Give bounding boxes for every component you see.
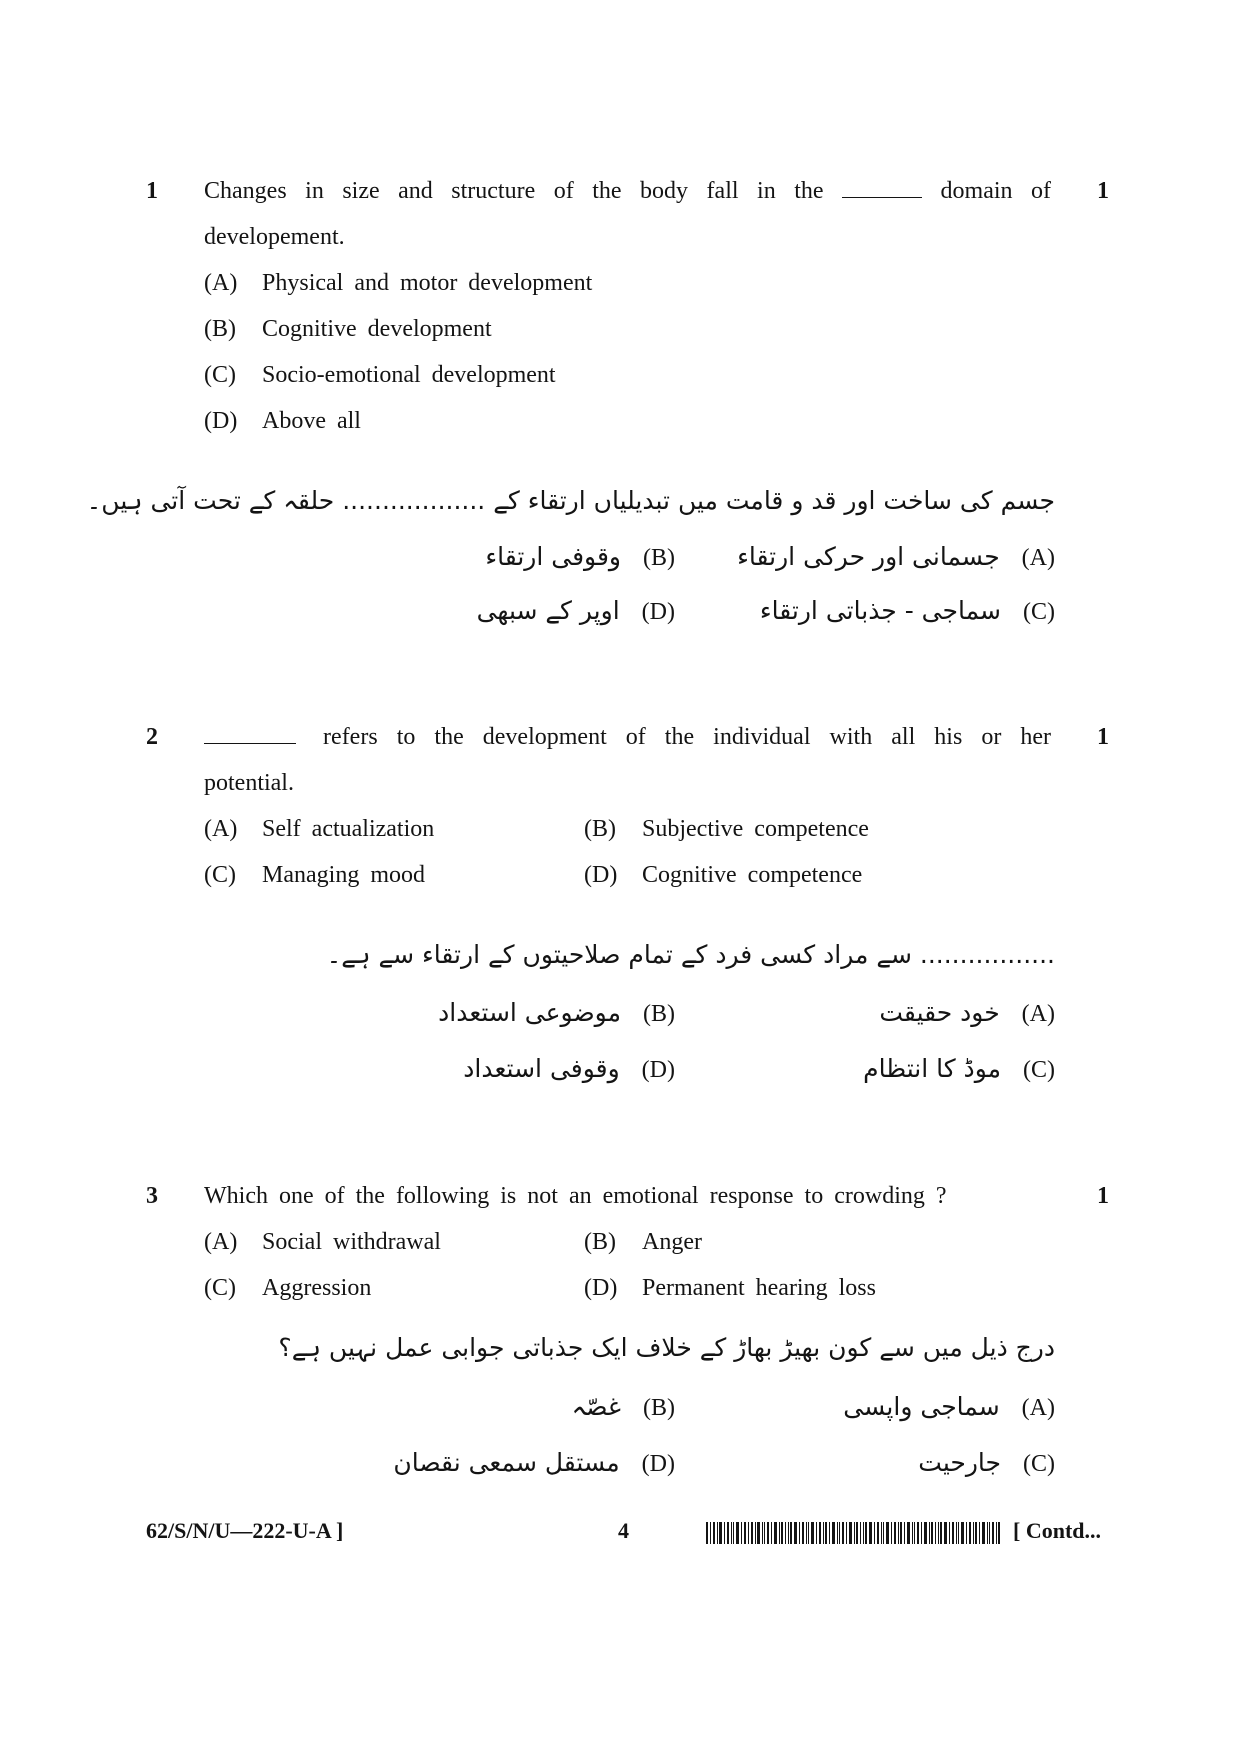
urdu-option-text: مستقل سمعی نقصان — [393, 1448, 620, 1477]
option-label: (B) — [584, 1229, 616, 1255]
question-stem — [204, 714, 1051, 806]
option-c — [204, 1265, 371, 1311]
question-number: 1 — [146, 178, 158, 204]
option-label: (C) — [204, 362, 236, 388]
option-label: (D) — [204, 408, 238, 434]
urdu-option-label: (A) — [1021, 1395, 1055, 1421]
option-text: Socio-emotional development — [262, 362, 556, 388]
option-a — [204, 806, 434, 852]
stem-after-blank: domain of developement. — [204, 178, 1052, 250]
urdu-option-text: غصّہ — [571, 1392, 621, 1421]
urdu-option-a — [843, 1382, 1055, 1433]
answer-blank — [204, 715, 296, 744]
question-stem — [204, 168, 1051, 260]
urdu-option-text: جسمانی اور حرکی ارتقاء — [737, 542, 1000, 571]
option-a — [204, 260, 592, 306]
option-a — [204, 1219, 441, 1265]
option-text: Above all — [262, 408, 361, 434]
urdu-option-label: (A) — [1021, 545, 1055, 571]
urdu-option-label: (B) — [643, 545, 675, 571]
option-text: Subjective competence — [642, 816, 869, 842]
option-text: Permanent hearing loss — [642, 1275, 876, 1301]
urdu-option-c — [760, 586, 1055, 637]
urdu-option-text: موضوعی استعداد — [438, 998, 621, 1027]
urdu-option-label: (C) — [1023, 599, 1055, 625]
option-text: Cognitive development — [262, 316, 492, 342]
option-label: (A) — [204, 1229, 238, 1255]
stem-before-blank: Changes in size and structure of the body fall in the — [204, 178, 824, 204]
urdu-option-label: (B) — [643, 1001, 675, 1027]
urdu-option-label: (C) — [1023, 1451, 1055, 1477]
urdu-option-c — [863, 1044, 1055, 1095]
urdu-option-b — [485, 532, 675, 583]
option-text: Cognitive competence — [642, 862, 863, 888]
urdu-option-label: (C) — [1023, 1057, 1055, 1083]
option-label: (B) — [584, 816, 616, 842]
urdu-option-text: اوپر کے سبھی — [476, 596, 620, 625]
urdu-option-label: (B) — [643, 1395, 675, 1421]
option-d — [584, 1265, 876, 1311]
urdu-option-a — [879, 988, 1055, 1039]
urdu-option-text: موڈ کا انتظام — [863, 1054, 1001, 1083]
urdu-option-d — [463, 1044, 675, 1095]
question-number: 2 — [146, 724, 158, 750]
question-stem — [204, 1173, 1051, 1219]
urdu-option-text: خود حقیقت — [879, 998, 1000, 1027]
option-text: Self actualization — [262, 816, 435, 842]
urdu-option-label: (D) — [641, 599, 675, 625]
urdu-question-stem: درج ذیل میں سے کون بھیڑ بھاڑ کے خلاف ایک جذباتی جوابی عمل نہیں ہے؟ — [278, 1333, 1055, 1362]
option-label: (B) — [204, 316, 236, 342]
stem-text: Which one of the following is not an emotional response to crowding ? — [204, 1183, 947, 1209]
continued-marker: [ Contd... — [1013, 1518, 1102, 1543]
urdu-option-label: (D) — [641, 1451, 675, 1477]
option-d — [584, 852, 862, 898]
option-text: Aggression — [262, 1275, 372, 1301]
option-label: (A) — [204, 816, 238, 842]
option-c — [204, 352, 556, 398]
question-marks: 1 — [1097, 178, 1109, 204]
page-footer — [0, 1518, 1240, 1558]
page-number: 4 — [618, 1518, 629, 1543]
urdu-question-stem: ................. سے مراد کسی فرد کے تمام صلاحیتوں کے ارتقاء سے ہے۔ — [326, 940, 1055, 969]
barcode-icon — [706, 1522, 1000, 1544]
stem-after-blank: refers to the development of the individual with all his or her potential. — [204, 724, 1051, 796]
option-b — [584, 806, 869, 852]
urdu-option-text: سماجی واپسی — [843, 1392, 1000, 1421]
option-text: Managing mood — [262, 862, 425, 888]
option-label: (D) — [584, 862, 618, 888]
urdu-option-c — [918, 1438, 1055, 1489]
urdu-option-b — [438, 988, 675, 1039]
urdu-option-d — [393, 1438, 675, 1489]
paper-code: 62/S/N/U—222-U-A ] — [146, 1518, 344, 1543]
option-label: (C) — [204, 1275, 236, 1301]
urdu-option-text: جارحیت — [918, 1448, 1001, 1477]
option-text: Anger — [642, 1229, 702, 1255]
urdu-option-text: وقوفی ارتقاء — [485, 542, 621, 571]
option-text: Physical and motor development — [262, 270, 593, 296]
urdu-option-text: سماجی - جذباتی ارتقاء — [759, 596, 1001, 625]
option-text: Social withdrawal — [262, 1229, 441, 1255]
urdu-question-stem: جسم کی ساخت اور قد و قامت میں تبدیلیاں ارتقاء کے .................. حلقہ کے تحت آتی ہیں۔ — [86, 486, 1055, 515]
urdu-option-b — [572, 1382, 675, 1433]
option-c — [204, 852, 425, 898]
option-d — [204, 398, 361, 444]
answer-blank — [842, 169, 922, 198]
option-b — [204, 306, 492, 352]
urdu-option-a — [737, 532, 1055, 583]
urdu-option-label: (D) — [641, 1057, 675, 1083]
urdu-option-text: وقوفی استعداد — [463, 1054, 620, 1083]
option-b — [584, 1219, 702, 1265]
option-label: (C) — [204, 862, 236, 888]
question-marks: 1 — [1097, 1183, 1109, 1209]
option-label: (A) — [204, 270, 238, 296]
question-number: 3 — [146, 1183, 158, 1209]
urdu-option-label: (A) — [1021, 1001, 1055, 1027]
question-marks: 1 — [1097, 724, 1109, 750]
urdu-option-d — [477, 586, 675, 637]
option-label: (D) — [584, 1275, 618, 1301]
